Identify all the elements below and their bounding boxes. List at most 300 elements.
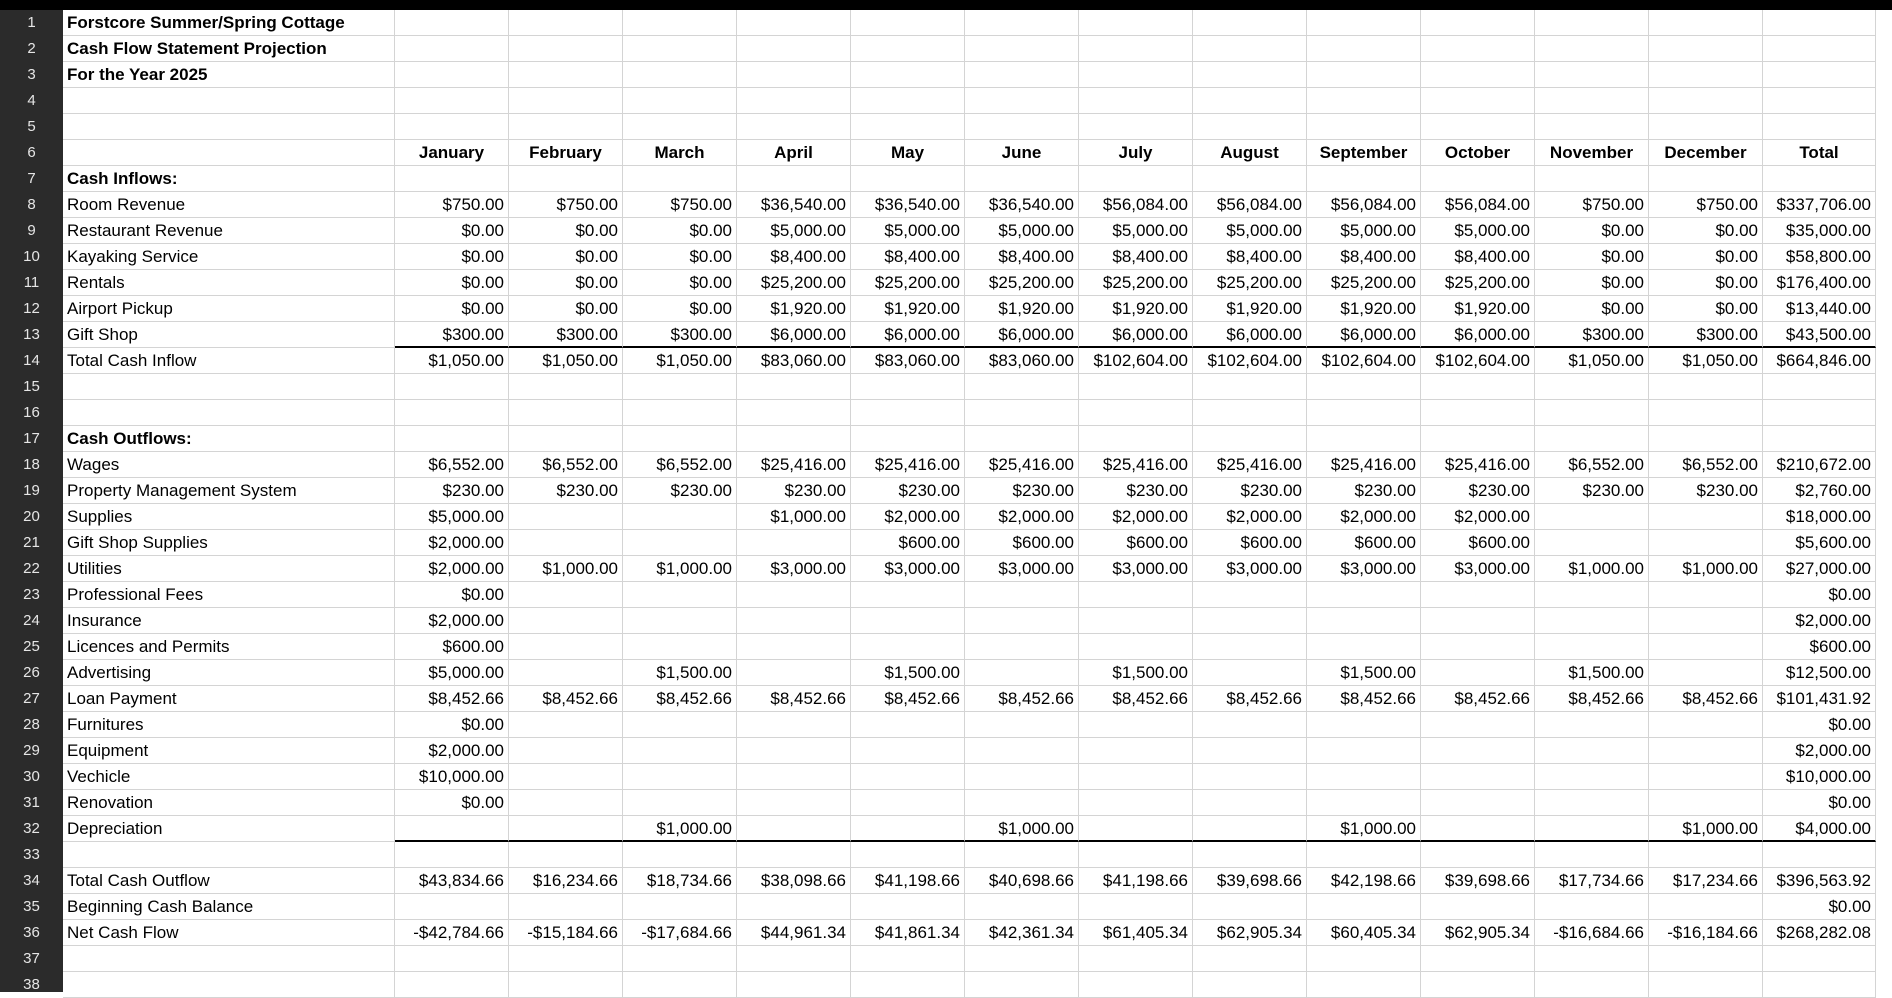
value-cell[interactable]: [1535, 842, 1649, 868]
value-cell[interactable]: [623, 608, 737, 634]
value-cell[interactable]: [395, 88, 509, 114]
row-label-cell[interactable]: Cash Inflows:: [63, 166, 395, 192]
value-cell[interactable]: [1535, 634, 1649, 660]
value-cell[interactable]: $300.00: [1649, 322, 1763, 348]
row-label-cell[interactable]: Gift Shop: [63, 322, 395, 348]
value-cell[interactable]: [623, 504, 737, 530]
value-cell[interactable]: $8,400.00: [1307, 244, 1421, 270]
value-cell[interactable]: $230.00: [965, 478, 1079, 504]
value-cell[interactable]: [509, 764, 623, 790]
value-cell[interactable]: [1649, 894, 1763, 920]
value-cell[interactable]: [737, 582, 851, 608]
value-cell[interactable]: [1763, 972, 1876, 998]
value-cell[interactable]: [851, 36, 965, 62]
value-cell[interactable]: [1421, 816, 1535, 842]
value-cell[interactable]: [737, 114, 851, 140]
row-number[interactable]: 9: [27, 222, 36, 239]
value-cell[interactable]: [1649, 634, 1763, 660]
row-label-cell[interactable]: Airport Pickup: [63, 296, 395, 322]
value-cell[interactable]: [1193, 426, 1307, 452]
value-cell[interactable]: [851, 946, 965, 972]
value-cell[interactable]: $0.00: [509, 218, 623, 244]
value-cell[interactable]: [1193, 62, 1307, 88]
value-cell[interactable]: $6,552.00: [1649, 452, 1763, 478]
value-cell[interactable]: $2,760.00: [1763, 478, 1876, 504]
value-cell[interactable]: $2,000.00: [965, 504, 1079, 530]
value-cell[interactable]: $6,552.00: [395, 452, 509, 478]
value-cell[interactable]: [851, 10, 965, 36]
value-cell[interactable]: $230.00: [1079, 478, 1193, 504]
value-cell[interactable]: $8,452.66: [623, 686, 737, 712]
value-cell[interactable]: [1649, 114, 1763, 140]
value-cell[interactable]: $0.00: [395, 790, 509, 816]
value-cell[interactable]: [1079, 738, 1193, 764]
value-cell[interactable]: [851, 790, 965, 816]
value-cell[interactable]: -$15,184.66: [509, 920, 623, 946]
row-number[interactable]: 35: [23, 898, 40, 915]
value-cell[interactable]: $300.00: [623, 322, 737, 348]
value-cell[interactable]: $1,000.00: [1535, 556, 1649, 582]
row-label-cell[interactable]: Vechicle: [63, 764, 395, 790]
row-number[interactable]: 26: [23, 664, 40, 681]
value-cell[interactable]: $18,734.66: [623, 868, 737, 894]
value-cell[interactable]: [623, 842, 737, 868]
value-cell[interactable]: $0.00: [509, 296, 623, 322]
value-cell[interactable]: [965, 842, 1079, 868]
value-cell[interactable]: $83,060.00: [737, 348, 851, 374]
value-cell[interactable]: $13,440.00: [1763, 296, 1876, 322]
value-cell[interactable]: [623, 10, 737, 36]
value-cell[interactable]: [1535, 712, 1649, 738]
value-cell[interactable]: [1649, 738, 1763, 764]
row-label-cell[interactable]: Gift Shop Supplies: [63, 530, 395, 556]
value-cell[interactable]: [1193, 790, 1307, 816]
value-cell[interactable]: [623, 114, 737, 140]
value-cell[interactable]: $230.00: [1421, 478, 1535, 504]
value-cell[interactable]: -$17,684.66: [623, 920, 737, 946]
row-label-cell[interactable]: [63, 114, 395, 140]
value-cell[interactable]: $0.00: [623, 218, 737, 244]
value-cell[interactable]: [1307, 582, 1421, 608]
value-cell[interactable]: [1193, 946, 1307, 972]
value-cell[interactable]: $2,000.00: [1421, 504, 1535, 530]
value-cell[interactable]: $42,361.34: [965, 920, 1079, 946]
value-cell[interactable]: $41,198.66: [1079, 868, 1193, 894]
value-cell[interactable]: $6,000.00: [1307, 322, 1421, 348]
row-label-cell[interactable]: Total Cash Inflow: [63, 348, 395, 374]
value-cell[interactable]: [623, 894, 737, 920]
value-cell[interactable]: $1,500.00: [851, 660, 965, 686]
value-cell[interactable]: $1,050.00: [509, 348, 623, 374]
value-cell[interactable]: [1535, 88, 1649, 114]
value-cell[interactable]: [965, 36, 1079, 62]
value-cell[interactable]: $176,400.00: [1763, 270, 1876, 296]
row-number[interactable]: 37: [23, 950, 40, 967]
value-cell[interactable]: [1193, 972, 1307, 998]
value-cell[interactable]: $25,416.00: [1079, 452, 1193, 478]
value-cell[interactable]: [1649, 712, 1763, 738]
value-cell[interactable]: [1421, 946, 1535, 972]
value-cell[interactable]: $25,416.00: [965, 452, 1079, 478]
value-cell[interactable]: [737, 62, 851, 88]
row-number[interactable]: 17: [23, 430, 40, 447]
value-cell[interactable]: $61,405.34: [1079, 920, 1193, 946]
row-number[interactable]: 34: [23, 872, 40, 889]
row-number[interactable]: 4: [27, 92, 36, 109]
value-cell[interactable]: [1307, 36, 1421, 62]
value-cell[interactable]: [623, 634, 737, 660]
value-cell[interactable]: [509, 894, 623, 920]
value-cell[interactable]: [965, 608, 1079, 634]
value-cell[interactable]: $0.00: [623, 270, 737, 296]
value-cell[interactable]: $0.00: [395, 244, 509, 270]
value-cell[interactable]: [623, 166, 737, 192]
value-cell[interactable]: [851, 894, 965, 920]
value-cell[interactable]: [1079, 582, 1193, 608]
value-cell[interactable]: $1,050.00: [623, 348, 737, 374]
value-cell[interactable]: [965, 946, 1079, 972]
value-cell[interactable]: [1421, 790, 1535, 816]
value-cell[interactable]: [737, 842, 851, 868]
month-header-cell[interactable]: February: [509, 140, 623, 166]
value-cell[interactable]: $1,000.00: [1649, 816, 1763, 842]
row-number[interactable]: 12: [23, 300, 40, 317]
value-cell[interactable]: [851, 608, 965, 634]
value-cell[interactable]: [395, 36, 509, 62]
value-cell[interactable]: $3,000.00: [1307, 556, 1421, 582]
value-cell[interactable]: [509, 426, 623, 452]
value-cell[interactable]: $44,961.34: [737, 920, 851, 946]
value-cell[interactable]: $0.00: [509, 244, 623, 270]
value-cell[interactable]: $8,452.66: [1535, 686, 1649, 712]
value-cell[interactable]: [395, 62, 509, 88]
value-cell[interactable]: $25,416.00: [737, 452, 851, 478]
value-cell[interactable]: [965, 114, 1079, 140]
row-number[interactable]: 6: [27, 144, 36, 161]
value-cell[interactable]: [623, 582, 737, 608]
value-cell[interactable]: $1,920.00: [1421, 296, 1535, 322]
value-cell[interactable]: [737, 426, 851, 452]
row-number[interactable]: 1: [27, 14, 36, 31]
value-cell[interactable]: $8,452.66: [965, 686, 1079, 712]
value-cell[interactable]: $0.00: [1649, 296, 1763, 322]
value-cell[interactable]: $62,905.34: [1193, 920, 1307, 946]
value-cell[interactable]: [1535, 374, 1649, 400]
value-cell[interactable]: [1649, 36, 1763, 62]
row-label-cell[interactable]: Advertising: [63, 660, 395, 686]
value-cell[interactable]: [1535, 894, 1649, 920]
value-cell[interactable]: [1193, 842, 1307, 868]
value-cell[interactable]: [1193, 114, 1307, 140]
value-cell[interactable]: [1307, 166, 1421, 192]
value-cell[interactable]: [851, 114, 965, 140]
value-cell[interactable]: $102,604.00: [1079, 348, 1193, 374]
value-cell[interactable]: $396,563.92: [1763, 868, 1876, 894]
value-cell[interactable]: $0.00: [509, 270, 623, 296]
value-cell[interactable]: [1079, 712, 1193, 738]
value-cell[interactable]: $36,540.00: [965, 192, 1079, 218]
value-cell[interactable]: [737, 790, 851, 816]
value-cell[interactable]: $6,000.00: [1193, 322, 1307, 348]
month-header-cell[interactable]: March: [623, 140, 737, 166]
value-cell[interactable]: $0.00: [1535, 270, 1649, 296]
value-cell[interactable]: [1535, 530, 1649, 556]
value-cell[interactable]: $25,200.00: [851, 270, 965, 296]
value-cell[interactable]: $5,000.00: [737, 218, 851, 244]
value-cell[interactable]: [1649, 764, 1763, 790]
value-cell[interactable]: $1,000.00: [623, 816, 737, 842]
row-label-cell[interactable]: [63, 972, 395, 998]
month-header-cell[interactable]: Total: [1763, 140, 1876, 166]
value-cell[interactable]: $8,452.66: [395, 686, 509, 712]
value-cell[interactable]: [1763, 62, 1876, 88]
value-cell[interactable]: [623, 426, 737, 452]
value-cell[interactable]: [1649, 972, 1763, 998]
row-number[interactable]: 28: [23, 716, 40, 733]
value-cell[interactable]: [395, 816, 509, 842]
value-cell[interactable]: [1535, 608, 1649, 634]
value-cell[interactable]: $42,198.66: [1307, 868, 1421, 894]
value-cell[interactable]: [965, 634, 1079, 660]
value-cell[interactable]: [737, 972, 851, 998]
value-cell[interactable]: [509, 114, 623, 140]
value-cell[interactable]: $3,000.00: [1421, 556, 1535, 582]
row-label-cell[interactable]: Total Cash Outflow: [63, 868, 395, 894]
value-cell[interactable]: [1193, 36, 1307, 62]
value-cell[interactable]: [1193, 582, 1307, 608]
value-cell[interactable]: [509, 400, 623, 426]
row-label-cell[interactable]: Equipment: [63, 738, 395, 764]
value-cell[interactable]: $750.00: [1535, 192, 1649, 218]
value-cell[interactable]: [1307, 400, 1421, 426]
value-cell[interactable]: $56,084.00: [1193, 192, 1307, 218]
month-header-cell[interactable]: July: [1079, 140, 1193, 166]
value-cell[interactable]: [509, 712, 623, 738]
value-cell[interactable]: [509, 738, 623, 764]
value-cell[interactable]: [1421, 374, 1535, 400]
value-cell[interactable]: $1,500.00: [1535, 660, 1649, 686]
row-label-cell[interactable]: Depreciation: [63, 816, 395, 842]
value-cell[interactable]: [1307, 114, 1421, 140]
value-cell[interactable]: [1535, 36, 1649, 62]
value-cell[interactable]: $600.00: [1193, 530, 1307, 556]
value-cell[interactable]: $300.00: [1535, 322, 1649, 348]
month-header-cell[interactable]: November: [1535, 140, 1649, 166]
value-cell[interactable]: $750.00: [395, 192, 509, 218]
value-cell[interactable]: $8,452.66: [851, 686, 965, 712]
value-cell[interactable]: [965, 62, 1079, 88]
value-cell[interactable]: $2,000.00: [1079, 504, 1193, 530]
value-cell[interactable]: [509, 842, 623, 868]
value-cell[interactable]: $3,000.00: [1193, 556, 1307, 582]
value-cell[interactable]: [395, 114, 509, 140]
value-cell[interactable]: [1535, 10, 1649, 36]
value-cell[interactable]: $10,000.00: [395, 764, 509, 790]
value-cell[interactable]: [737, 166, 851, 192]
value-cell[interactable]: $39,698.66: [1193, 868, 1307, 894]
value-cell[interactable]: [737, 660, 851, 686]
value-cell[interactable]: [851, 972, 965, 998]
value-cell[interactable]: [1535, 790, 1649, 816]
value-cell[interactable]: [1763, 36, 1876, 62]
value-cell[interactable]: $1,000.00: [965, 816, 1079, 842]
value-cell[interactable]: [1307, 894, 1421, 920]
value-cell[interactable]: $8,452.66: [509, 686, 623, 712]
value-cell[interactable]: $1,920.00: [1193, 296, 1307, 322]
value-cell[interactable]: $8,400.00: [851, 244, 965, 270]
value-cell[interactable]: [851, 582, 965, 608]
value-cell[interactable]: [1193, 660, 1307, 686]
value-cell[interactable]: [1535, 946, 1649, 972]
value-cell[interactable]: [1535, 426, 1649, 452]
value-cell[interactable]: [1079, 10, 1193, 36]
value-cell[interactable]: [737, 738, 851, 764]
value-cell[interactable]: [1421, 582, 1535, 608]
row-label-cell[interactable]: Cash Outflows:: [63, 426, 395, 452]
value-cell[interactable]: $0.00: [395, 296, 509, 322]
value-cell[interactable]: [851, 400, 965, 426]
row-label-cell[interactable]: [63, 946, 395, 972]
value-cell[interactable]: $6,000.00: [965, 322, 1079, 348]
value-cell[interactable]: [851, 842, 965, 868]
row-number[interactable]: 8: [27, 196, 36, 213]
value-cell[interactable]: $1,920.00: [1307, 296, 1421, 322]
value-cell[interactable]: $8,452.66: [1307, 686, 1421, 712]
value-cell[interactable]: [737, 764, 851, 790]
value-cell[interactable]: [395, 374, 509, 400]
value-cell[interactable]: [1307, 62, 1421, 88]
value-cell[interactable]: $0.00: [1649, 244, 1763, 270]
row-label-cell[interactable]: [63, 400, 395, 426]
value-cell[interactable]: [395, 166, 509, 192]
value-cell[interactable]: [737, 894, 851, 920]
value-cell[interactable]: [1079, 634, 1193, 660]
value-cell[interactable]: [965, 738, 1079, 764]
value-cell[interactable]: [1079, 62, 1193, 88]
row-label-cell[interactable]: Restaurant Revenue: [63, 218, 395, 244]
month-header-cell[interactable]: December: [1649, 140, 1763, 166]
value-cell[interactable]: [623, 374, 737, 400]
value-cell[interactable]: $40,698.66: [965, 868, 1079, 894]
value-cell[interactable]: [1307, 790, 1421, 816]
value-cell[interactable]: $230.00: [1535, 478, 1649, 504]
value-cell[interactable]: [1307, 946, 1421, 972]
value-cell[interactable]: [851, 816, 965, 842]
value-cell[interactable]: $750.00: [623, 192, 737, 218]
value-cell[interactable]: [1649, 400, 1763, 426]
value-cell[interactable]: $41,861.34: [851, 920, 965, 946]
value-cell[interactable]: $56,084.00: [1421, 192, 1535, 218]
value-cell[interactable]: $56,084.00: [1079, 192, 1193, 218]
value-cell[interactable]: [1649, 88, 1763, 114]
value-cell[interactable]: $750.00: [1649, 192, 1763, 218]
value-cell[interactable]: $664,846.00: [1763, 348, 1876, 374]
value-cell[interactable]: [1079, 790, 1193, 816]
value-cell[interactable]: $27,000.00: [1763, 556, 1876, 582]
value-cell[interactable]: [851, 634, 965, 660]
value-cell[interactable]: [623, 972, 737, 998]
value-cell[interactable]: $25,200.00: [1421, 270, 1535, 296]
value-cell[interactable]: $6,552.00: [509, 452, 623, 478]
row-number[interactable]: 16: [23, 404, 40, 421]
value-cell[interactable]: $102,604.00: [1307, 348, 1421, 374]
row-label-cell[interactable]: Beginning Cash Balance: [63, 894, 395, 920]
value-cell[interactable]: [1307, 426, 1421, 452]
value-cell[interactable]: [1763, 10, 1876, 36]
value-cell[interactable]: [1649, 530, 1763, 556]
value-cell[interactable]: [737, 88, 851, 114]
row-label-cell[interactable]: Cash Flow Statement Projection: [63, 36, 395, 62]
value-cell[interactable]: [1079, 816, 1193, 842]
value-cell[interactable]: $101,431.92: [1763, 686, 1876, 712]
value-cell[interactable]: [1421, 114, 1535, 140]
value-cell[interactable]: [1649, 426, 1763, 452]
row-label-cell[interactable]: Furnitures: [63, 712, 395, 738]
value-cell[interactable]: $0.00: [395, 582, 509, 608]
value-cell[interactable]: [737, 400, 851, 426]
value-cell[interactable]: [395, 10, 509, 36]
value-cell[interactable]: [1307, 608, 1421, 634]
value-cell[interactable]: $0.00: [1763, 582, 1876, 608]
value-cell[interactable]: $17,234.66: [1649, 868, 1763, 894]
value-cell[interactable]: [509, 88, 623, 114]
row-number[interactable]: 33: [23, 846, 40, 863]
value-cell[interactable]: [1079, 374, 1193, 400]
value-cell[interactable]: $230.00: [851, 478, 965, 504]
value-cell[interactable]: [1079, 36, 1193, 62]
value-cell[interactable]: [965, 764, 1079, 790]
row-number[interactable]: 31: [23, 794, 40, 811]
value-cell[interactable]: [1193, 764, 1307, 790]
value-cell[interactable]: $1,920.00: [851, 296, 965, 322]
value-cell[interactable]: $600.00: [1307, 530, 1421, 556]
value-cell[interactable]: $83,060.00: [965, 348, 1079, 374]
value-cell[interactable]: [965, 426, 1079, 452]
value-cell[interactable]: [1763, 166, 1876, 192]
value-cell[interactable]: [509, 62, 623, 88]
value-cell[interactable]: $600.00: [1763, 634, 1876, 660]
value-cell[interactable]: $1,920.00: [737, 296, 851, 322]
value-cell[interactable]: [1421, 894, 1535, 920]
row-label-cell[interactable]: Room Revenue: [63, 192, 395, 218]
value-cell[interactable]: $25,200.00: [965, 270, 1079, 296]
value-cell[interactable]: $230.00: [509, 478, 623, 504]
value-cell[interactable]: $6,000.00: [737, 322, 851, 348]
value-cell[interactable]: [1649, 62, 1763, 88]
value-cell[interactable]: [1421, 400, 1535, 426]
value-cell[interactable]: [1421, 764, 1535, 790]
value-cell[interactable]: $2,000.00: [395, 530, 509, 556]
value-cell[interactable]: [509, 634, 623, 660]
value-cell[interactable]: [623, 712, 737, 738]
value-cell[interactable]: $25,416.00: [851, 452, 965, 478]
value-cell[interactable]: $230.00: [1193, 478, 1307, 504]
value-cell[interactable]: [965, 374, 1079, 400]
value-cell[interactable]: [851, 712, 965, 738]
value-cell[interactable]: $25,200.00: [1193, 270, 1307, 296]
value-cell[interactable]: [1535, 738, 1649, 764]
value-cell[interactable]: [509, 816, 623, 842]
value-cell[interactable]: [965, 582, 1079, 608]
row-number[interactable]: 15: [23, 378, 40, 395]
value-cell[interactable]: $3,000.00: [965, 556, 1079, 582]
value-cell[interactable]: [1421, 972, 1535, 998]
value-cell[interactable]: [509, 166, 623, 192]
value-cell[interactable]: [395, 842, 509, 868]
month-header-cell[interactable]: January: [395, 140, 509, 166]
value-cell[interactable]: $8,452.66: [1193, 686, 1307, 712]
value-cell[interactable]: $6,000.00: [851, 322, 965, 348]
